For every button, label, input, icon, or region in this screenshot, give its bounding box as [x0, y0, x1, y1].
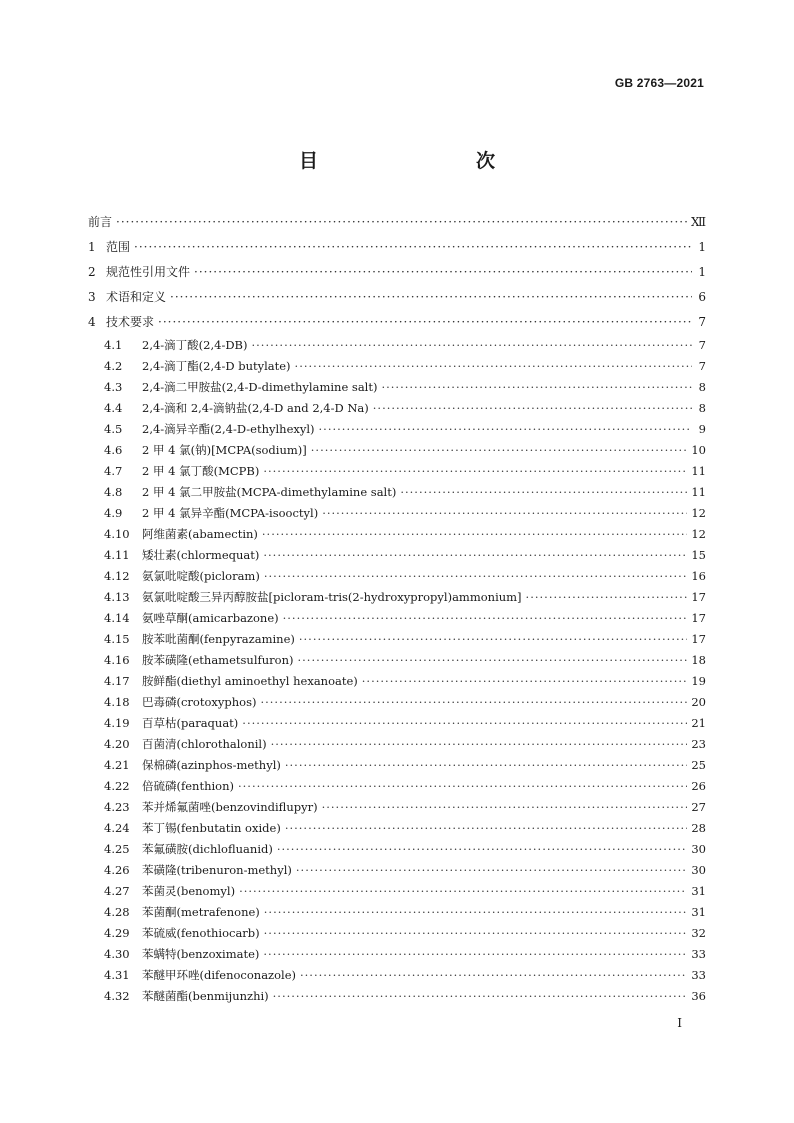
toc-entry-label: 2 甲 4 氯丁酸(MCPB): [142, 464, 260, 478]
toc-entry-number: 4.27: [104, 884, 130, 898]
dot-leader: [262, 524, 687, 545]
toc-entry-label: 苯螨特(benzoximate): [142, 947, 260, 961]
toc-entry-page: 25: [691, 758, 706, 772]
toc-entry[interactable]: [88, 944, 706, 965]
dot-leader: [239, 881, 687, 902]
toc-entry-page: 8: [698, 380, 706, 394]
dot-leader: [252, 335, 693, 356]
toc-entry-label: 2 甲 4 氯异辛酯(MCPA-isooctyl): [142, 506, 319, 520]
dot-leader: [319, 419, 692, 440]
toc-entry-page: 1: [698, 265, 706, 279]
toc-entry[interactable]: [88, 692, 706, 713]
dot-leader: [271, 734, 688, 755]
toc-entry[interactable]: [88, 965, 706, 986]
dot-leader: [299, 629, 687, 650]
toc-entry[interactable]: [88, 608, 706, 629]
toc-entry-number: 4.14: [104, 611, 130, 625]
dot-leader: [238, 776, 687, 797]
dot-leader: [264, 566, 688, 587]
toc-entry[interactable]: [88, 377, 706, 398]
toc-entry-number: 4.3: [104, 380, 123, 394]
toc-entry-page: 28: [691, 821, 706, 835]
toc-entry-page: 8: [698, 401, 706, 415]
toc-entry-page: 7: [698, 359, 706, 373]
toc-entry[interactable]: [88, 545, 706, 566]
dot-leader: [311, 440, 688, 461]
toc-entry-number: 2: [88, 265, 96, 279]
toc-entry-number: 4.22: [104, 779, 130, 793]
toc-entry-page: 31: [691, 905, 706, 919]
toc-entry-page: 9: [698, 422, 706, 436]
page-title: 目 次: [298, 150, 535, 172]
toc-entry-page: 31: [691, 884, 706, 898]
toc-entry-label: 阿维菌素(abamectin): [142, 527, 258, 541]
toc-entry[interactable]: [88, 881, 706, 902]
toc-entry-page: 1: [698, 240, 706, 254]
toc-entry-label: 巴毒磷(crotoxyphos): [142, 695, 257, 709]
toc-entry-number: 4.10: [104, 527, 130, 541]
toc-entry-number: 4.28: [104, 905, 130, 919]
toc-entry-label: 氨氯吡啶酸三异丙醇胺盐[picloram-tris(2-hydroxypropyl)ammonium]: [142, 590, 522, 604]
toc-entry-page: 12: [691, 506, 706, 520]
dot-leader: [297, 650, 687, 671]
toc-entry-label: 苯氟磺胺(dichlofluanid): [142, 842, 273, 856]
toc-entry-page: 23: [691, 737, 706, 751]
toc-entry[interactable]: [88, 285, 706, 310]
toc-entry-label: 2,4-滴异辛酯(2,4-D-ethylhexyl): [142, 422, 315, 436]
toc-entry-page: 7: [698, 338, 706, 352]
toc-entry-label: 2 甲 4 氯(钠)[MCPA(sodium)]: [142, 443, 307, 457]
toc-entry[interactable]: [88, 440, 706, 461]
toc-entry-page: 18: [691, 653, 706, 667]
toc-entry-page: 32: [691, 926, 706, 940]
toc-entry-number: 4.29: [104, 926, 130, 940]
toc-entry-number: 1: [88, 240, 96, 254]
toc-entry-number: 4.13: [104, 590, 130, 604]
toc-entry[interactable]: [88, 755, 706, 776]
toc-entry-number: 4.20: [104, 737, 130, 751]
toc-entry-number: 3: [88, 290, 96, 304]
toc-entry-label: 倍硫磷(fenthion): [142, 779, 234, 793]
dot-leader: [263, 944, 687, 965]
dot-leader: [158, 310, 692, 335]
dot-leader: [526, 587, 688, 608]
toc-entry-page: 21: [691, 716, 706, 730]
toc-entry-number: 4.25: [104, 842, 130, 856]
dot-leader: [134, 235, 692, 260]
toc-entry-number: 4.5: [104, 422, 123, 436]
toc-entry[interactable]: [88, 566, 706, 587]
toc-entry-page: 19: [691, 674, 706, 688]
toc-entry-label: 矮壮素(chlormequat): [142, 548, 260, 562]
dot-leader: [381, 377, 692, 398]
toc-entry-label: 苯醚甲环唑(difenoconazole): [142, 968, 296, 982]
toc-entry-number: 4.30: [104, 947, 130, 961]
toc-entry-page: 11: [691, 485, 706, 499]
dot-leader: [273, 986, 688, 1007]
table-of-contents: [88, 210, 706, 1007]
dot-leader: [264, 902, 688, 923]
dot-leader: [263, 461, 687, 482]
toc-entry-page: 36: [691, 989, 706, 1003]
toc-entry-label: 氨氯吡啶酸(picloram): [142, 569, 260, 583]
toc-entry-number: 4.21: [104, 758, 130, 772]
toc-entry-label: 百草枯(paraquat): [142, 716, 239, 730]
toc-entry-page: 20: [691, 695, 706, 709]
toc-entry[interactable]: [88, 482, 706, 503]
toc-entry-number: 4.9: [104, 506, 123, 520]
toc-entry-number: 4.19: [104, 716, 130, 730]
toc-entry-label: 百菌清(chlorothalonil): [142, 737, 267, 751]
dot-leader: [170, 285, 692, 310]
toc-entry-page: 15: [691, 548, 706, 562]
toc-entry[interactable]: [88, 587, 706, 608]
toc-entry-number: 4.15: [104, 632, 130, 646]
toc-entry-label: 2 甲 4 氯二甲胺盐(MCPA-dimethylamine salt): [142, 485, 397, 499]
page-number: I: [677, 1016, 682, 1030]
toc-entry-number: 4.12: [104, 569, 130, 583]
dot-leader: [285, 755, 687, 776]
toc-entry[interactable]: [88, 776, 706, 797]
toc-entry-page: 33: [691, 947, 706, 961]
toc-entry-number: 4.7: [104, 464, 123, 478]
toc-entry-page: 7: [698, 315, 706, 329]
toc-entry[interactable]: [88, 986, 706, 1007]
toc-entry-label: 苯菌酮(metrafenone): [142, 905, 260, 919]
toc-entry-page: 33: [691, 968, 706, 982]
toc-entry-page: 30: [691, 842, 706, 856]
toc-entry-page: Ⅻ: [690, 215, 706, 229]
toc-entry[interactable]: [88, 650, 706, 671]
toc-entry-label: 苯硫威(fenothiocarb): [142, 926, 260, 940]
toc-entry-number: 4.32: [104, 989, 130, 1003]
toc-entry-number: 4.17: [104, 674, 130, 688]
toc-entry-label: 2,4-滴丁酯(2,4-D butylate): [142, 359, 291, 373]
toc-entry[interactable]: [88, 671, 706, 692]
toc-entry[interactable]: [88, 734, 706, 755]
toc-entry-label: 氨唑草酮(amicarbazone): [142, 611, 279, 625]
toc-entry-label: 苯菌灵(benomyl): [142, 884, 236, 898]
toc-entry-label: 苯丁锡(fenbutatin oxide): [142, 821, 281, 835]
toc-entry-label: 苯醚菌酯(benmijunzhi): [142, 989, 269, 1003]
toc-entry-label: 胺鲜酯(diethyl aminoethyl hexanoate): [142, 674, 358, 688]
toc-entry-page: 17: [691, 632, 706, 646]
dot-leader: [322, 797, 688, 818]
dot-leader: [283, 608, 688, 629]
dot-leader: [116, 210, 687, 235]
toc-entry-page: 6: [698, 290, 706, 304]
toc-entry[interactable]: [88, 260, 706, 285]
toc-entry-page: 30: [691, 863, 706, 877]
toc-entry[interactable]: [88, 797, 706, 818]
toc-entry-page: 11: [691, 464, 706, 478]
toc-entry[interactable]: [88, 235, 706, 260]
toc-entry-label: 技术要求: [106, 315, 155, 329]
toc-entry-page: 10: [691, 443, 706, 457]
toc-entry-number: 4: [88, 315, 96, 329]
dot-leader: [400, 482, 687, 503]
toc-entry-page: 12: [691, 527, 706, 541]
standard-code: GB 2763—2021: [614, 76, 704, 90]
toc-entry-label: 胺苯吡菌酮(fenpyrazamine): [142, 632, 295, 646]
toc-entry-number: 4.6: [104, 443, 123, 457]
toc-entry[interactable]: [88, 335, 706, 356]
dot-leader: [264, 923, 688, 944]
toc-entry-number: 4.26: [104, 863, 130, 877]
toc-entry-page: 26: [691, 779, 706, 793]
toc-entry-label: 保棉磷(azinphos-methyl): [142, 758, 281, 772]
toc-entry[interactable]: [88, 503, 706, 524]
dot-leader: [263, 545, 687, 566]
dot-leader: [373, 398, 692, 419]
toc-entry-label: 术语和定义: [106, 290, 167, 304]
toc-entry-label: 苯并烯氟菌唑(benzovindiflupyr): [142, 800, 318, 814]
toc-entry[interactable]: [88, 713, 706, 734]
toc-entry-number: 4.4: [104, 401, 123, 415]
toc-entry-label: 2,4-滴二甲胺盐(2,4-D-dimethylamine salt): [142, 380, 378, 394]
toc-entry[interactable]: [88, 398, 706, 419]
dot-leader: [295, 356, 692, 377]
toc-entry-label: 前言: [88, 215, 113, 229]
toc-entry[interactable]: [88, 818, 706, 839]
toc-entry-number: 4.1: [104, 338, 123, 352]
toc-entry-label: 2,4-滴和 2,4-滴钠盐(2,4-D and 2,4-D Na): [142, 401, 369, 415]
dot-leader: [260, 692, 687, 713]
toc-entry-label: 苯磺隆(tribenuron-methyl): [142, 863, 292, 877]
toc-entry-label: 2,4-滴丁酸(2,4-DB): [142, 338, 248, 352]
toc-entry-label: 规范性引用文件: [106, 265, 191, 279]
toc-entry-number: 4.16: [104, 653, 130, 667]
dot-leader: [285, 818, 688, 839]
dot-leader: [242, 713, 687, 734]
toc-entry-label: 范围: [106, 240, 131, 254]
toc-entry[interactable]: [88, 419, 706, 440]
dot-leader: [362, 671, 688, 692]
toc-entry-page: 17: [691, 590, 706, 604]
toc-entry[interactable]: [88, 210, 706, 235]
toc-entry-number: 4.23: [104, 800, 130, 814]
toc-entry[interactable]: [88, 923, 706, 944]
dot-leader: [194, 260, 692, 285]
toc-entry[interactable]: [88, 902, 706, 923]
toc-entry-number: 4.8: [104, 485, 123, 499]
dot-leader: [322, 503, 687, 524]
toc-entry-page: 17: [691, 611, 706, 625]
toc-entry-number: 4.2: [104, 359, 123, 373]
toc-entry[interactable]: [88, 860, 706, 881]
toc-entry[interactable]: [88, 839, 706, 860]
dot-leader: [277, 839, 688, 860]
toc-entry-number: 4.18: [104, 695, 130, 709]
toc-entry[interactable]: [88, 524, 706, 545]
dot-leader: [296, 860, 687, 881]
toc-entry[interactable]: [88, 356, 706, 377]
toc-entry-page: 16: [691, 569, 706, 583]
toc-entry[interactable]: [88, 629, 706, 650]
dot-leader: [300, 965, 687, 986]
toc-entry-page: 27: [691, 800, 706, 814]
toc-entry[interactable]: [88, 461, 706, 482]
toc-entry-label: 胺苯磺隆(ethametsulfuron): [142, 653, 294, 667]
toc-entry-number: 4.24: [104, 821, 130, 835]
toc-entry-number: 4.31: [104, 968, 130, 982]
toc-entry[interactable]: [88, 310, 706, 335]
toc-entry-number: 4.11: [104, 548, 130, 562]
